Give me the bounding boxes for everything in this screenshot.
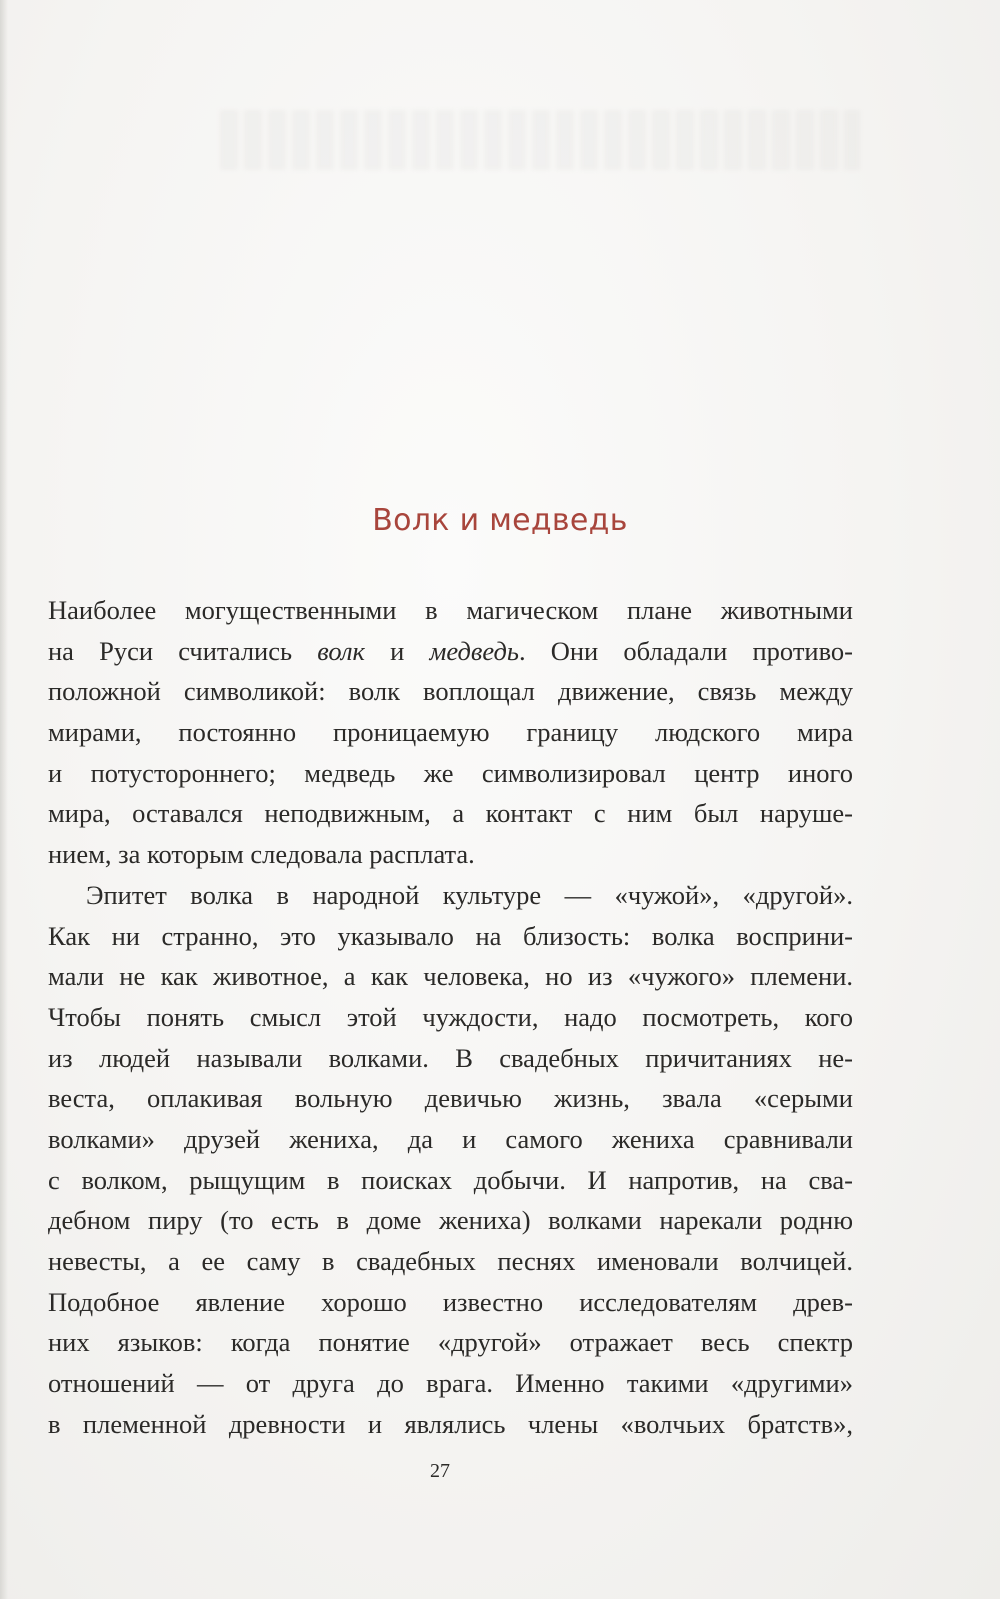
text-line: веста, оплакивая вольную девичью жизнь, звала «серыми — [48, 1083, 853, 1114]
paragraph-2 — [48, 875, 853, 1445]
text-line: невесты, а ее саму в свадебных песнях именовали волчицей. — [48, 1246, 853, 1276]
text-line: положной символикой: волк воплощал движение, связь между — [48, 676, 853, 707]
text-line: них языков: когда понятие «другой» отражает весь спектр — [48, 1327, 853, 1358]
text-line: Эпитет волка в народной культуре — «чужой», «другой». — [86, 879, 853, 910]
text-line: дебном пиру (то есть в доме жениха) волками нарекали родню — [48, 1205, 853, 1236]
text-line: Подобное явление хорошо известно исследователям древ- — [48, 1286, 853, 1317]
page-binding-shadow — [0, 0, 8, 1599]
text-line: из людей называли волками. В свадебных причитаниях не- — [48, 1042, 853, 1073]
text-line: Как ни странно, это указывало на близость: волка восприни- — [48, 920, 853, 951]
text-line: на Руси считались волк и медведь. Они обладали противо- — [48, 635, 853, 666]
italic-term: волк — [317, 635, 365, 666]
section-heading: Волк и медведь — [372, 503, 628, 538]
text-line: мали не как животное, а как человека, но из «чужого» племени. — [48, 961, 853, 992]
text-line: мира, оставался неподвижным, а контакт с ним был наруше- — [48, 798, 853, 829]
text-line: с волком, рыщущим в поисках добычи. И напротив, на сва- — [48, 1164, 853, 1195]
text-line: волками» друзей жениха, да и самого жениха сравнивали — [48, 1123, 853, 1154]
text-line: нием, за которым следовала расплата. — [48, 839, 475, 870]
show-through-texture — [220, 110, 860, 170]
page-number: 27 — [430, 1460, 450, 1482]
italic-term: медведь — [429, 635, 519, 666]
text-line: в племенной древности и являлись члены «волчьих братств», — [48, 1408, 853, 1439]
text-line: и потустороннего; медведь же символизировал центр иного — [48, 757, 853, 788]
text-line: Наиболее могущественными в магическом плане животными — [48, 595, 853, 625]
text-line: отношений — от друга до врага. Именно такими «другими» — [48, 1368, 853, 1399]
text-line: Чтобы понять смысл этой чуждости, надо посмотреть, кого — [48, 1001, 853, 1032]
paragraph-1 — [48, 590, 853, 875]
text-line: мирами, постоянно проницаемую границу людского мира — [48, 717, 853, 748]
body-text — [48, 590, 853, 1444]
